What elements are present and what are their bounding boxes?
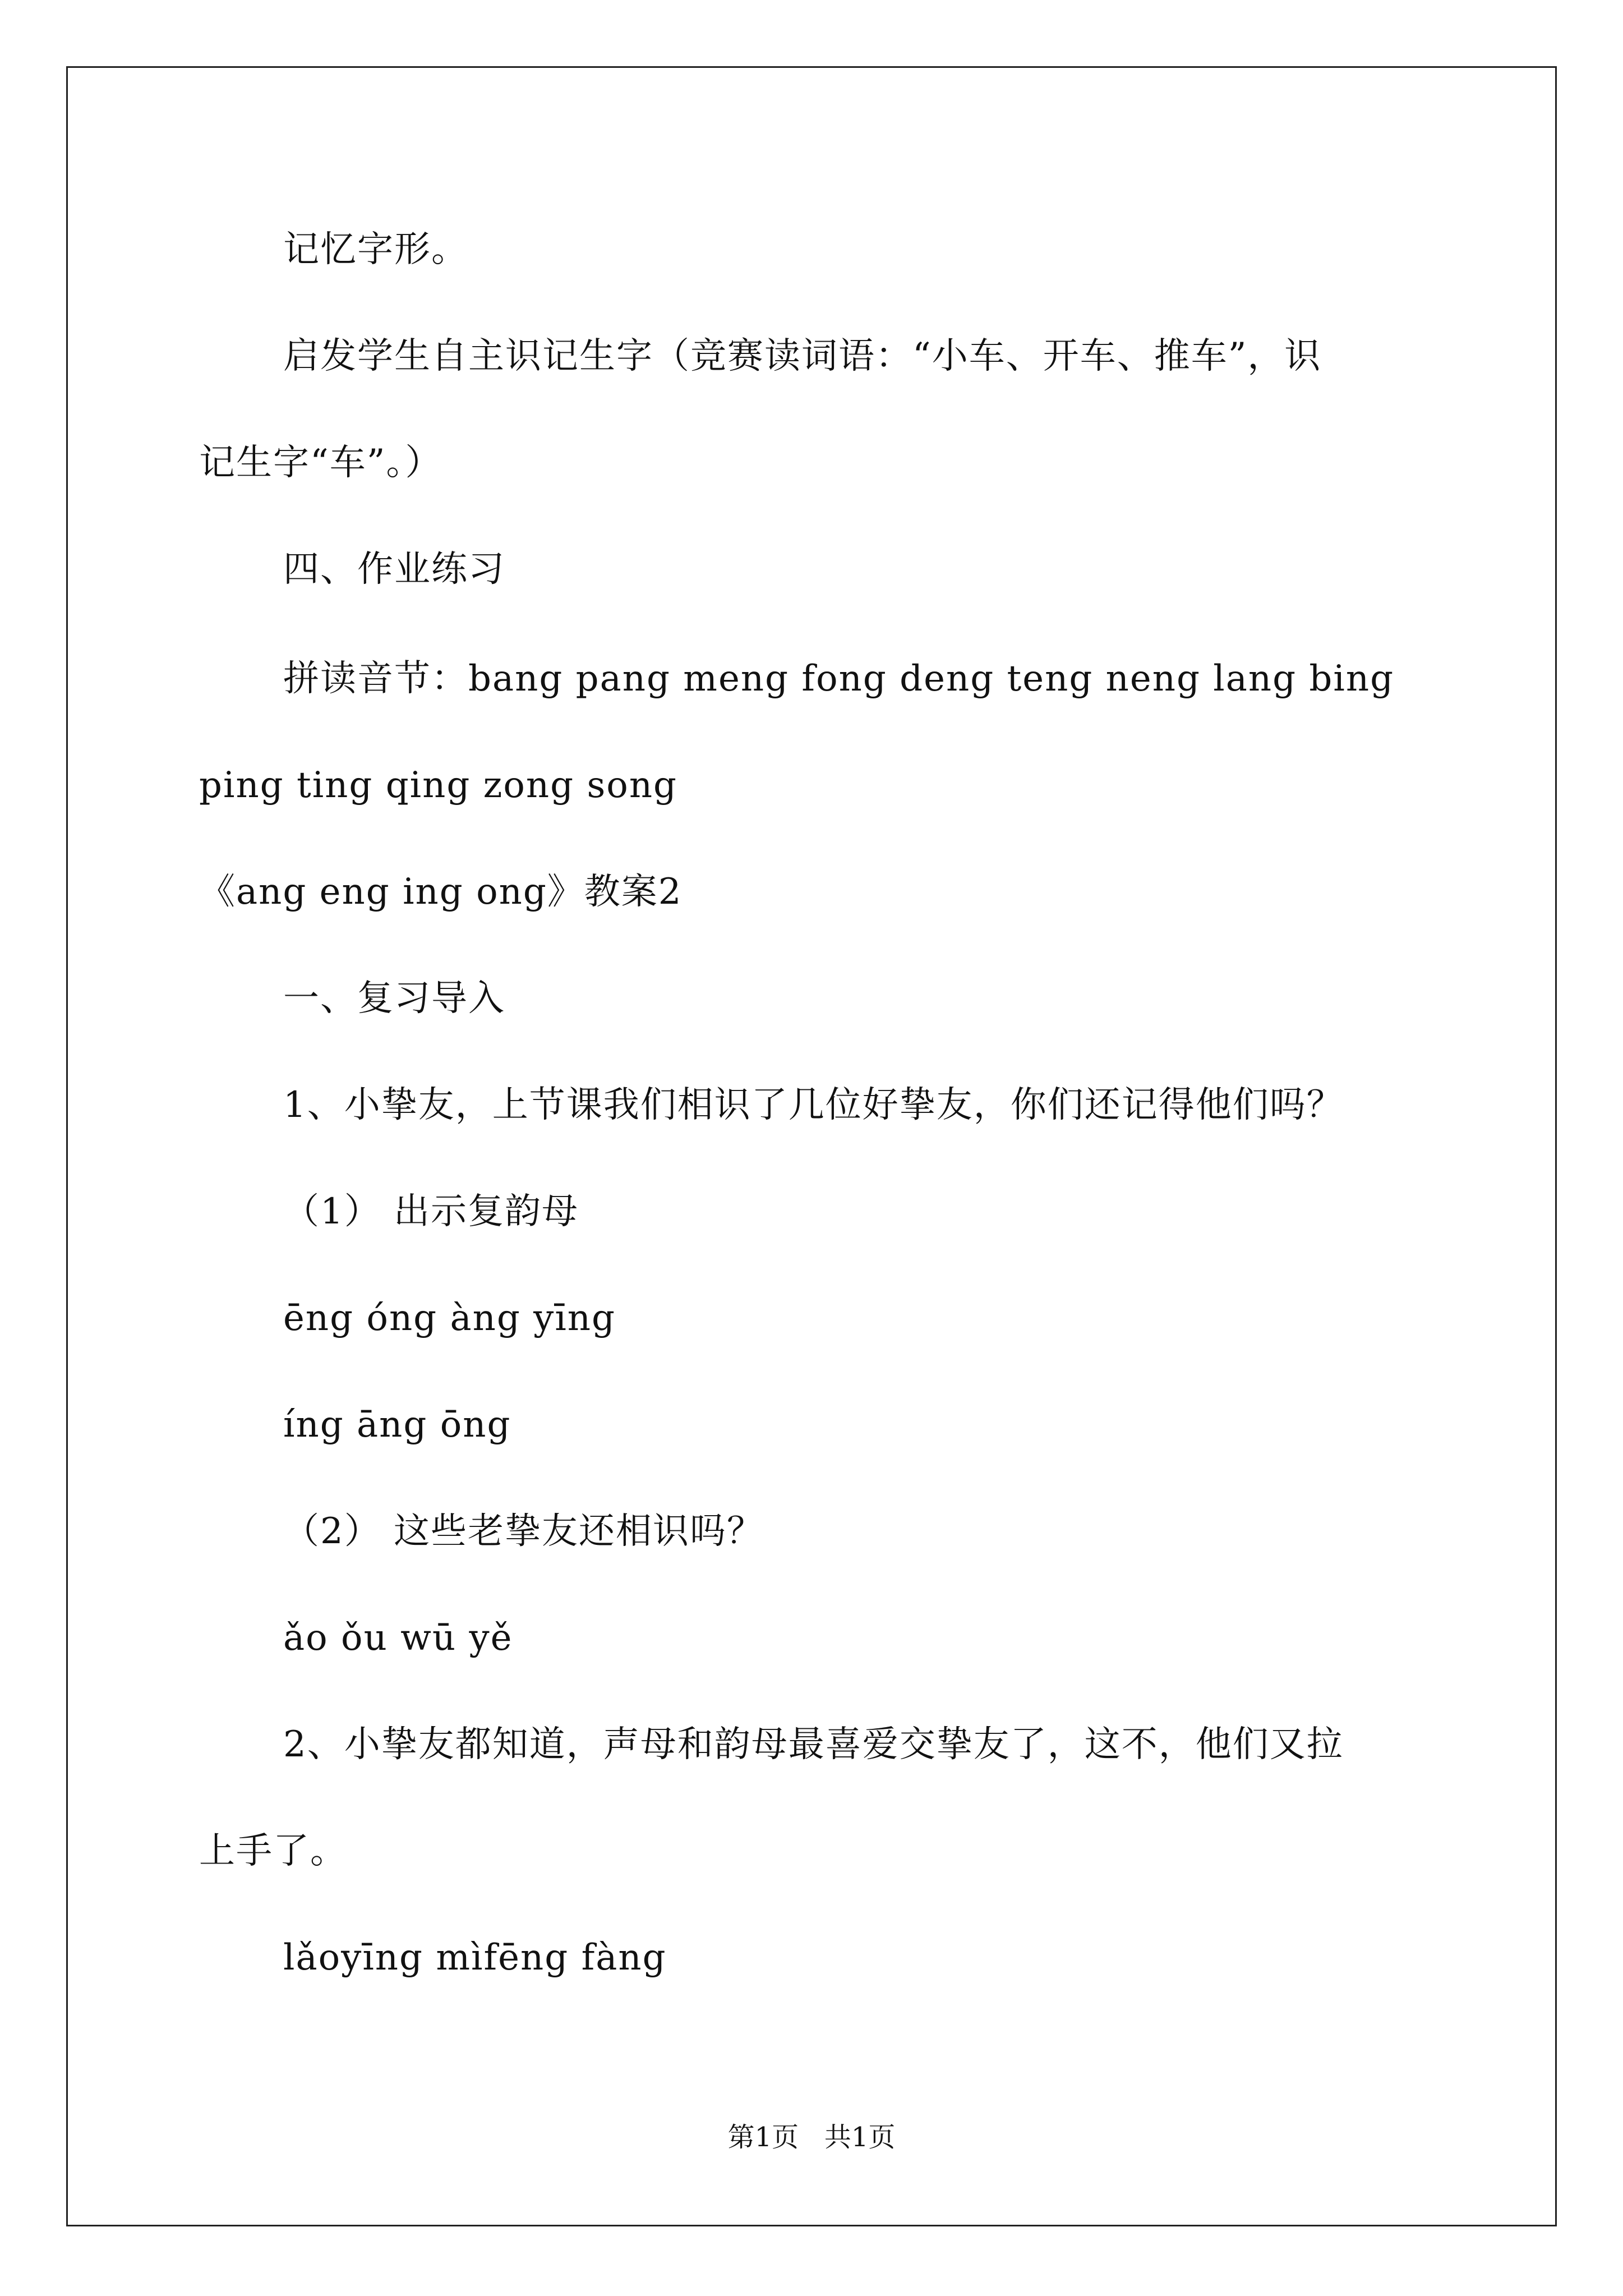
page-border — [66, 66, 1557, 2226]
text-line-5: 拼读音节：bang pang meng fong deng teng neng lang bing — [283, 658, 1395, 700]
text-line-2: 启发学生自主识记生字（竞赛读词语：“小车、开车、推车”，识 — [283, 335, 1322, 377]
text-line-11: ēng óng àng yīng — [283, 1297, 616, 1339]
text-line-17: lǎoyīng mìfēng fàng — [283, 1937, 667, 1978]
section-heading-review: 一、复习导入 — [283, 978, 505, 1019]
text-line-13: （2） 这些老挚友还相识吗？ — [283, 1511, 764, 1552]
text-line-6: ping ting qing zong song — [199, 765, 677, 806]
text-line-16: 上手了。 — [199, 1830, 347, 1872]
section-heading-homework: 四、作业练习 — [283, 549, 505, 590]
lesson-title: 《ang eng ing ong》教案2 — [199, 871, 683, 913]
text-line-3: 记生字“车”。） — [199, 442, 442, 484]
text-line-1: 记忆字形。 — [283, 229, 468, 270]
text-line-10: （1） 出示复韵母 — [283, 1191, 579, 1232]
text-line-14: ǎo ǒu wū yě — [283, 1617, 513, 1659]
text-line-12: íng āng ōng — [283, 1404, 511, 1446]
text-line-15: 2、小挚友都知道，声母和韵母最喜爱交挚友了，这不，他们又拉 — [283, 1724, 1344, 1765]
page-footer: 第1页 共1页 — [727, 2122, 896, 2153]
text-line-9: 1、小挚友，上节课我们相识了几位好挚友，你们还记得他们吗？ — [283, 1084, 1344, 1126]
